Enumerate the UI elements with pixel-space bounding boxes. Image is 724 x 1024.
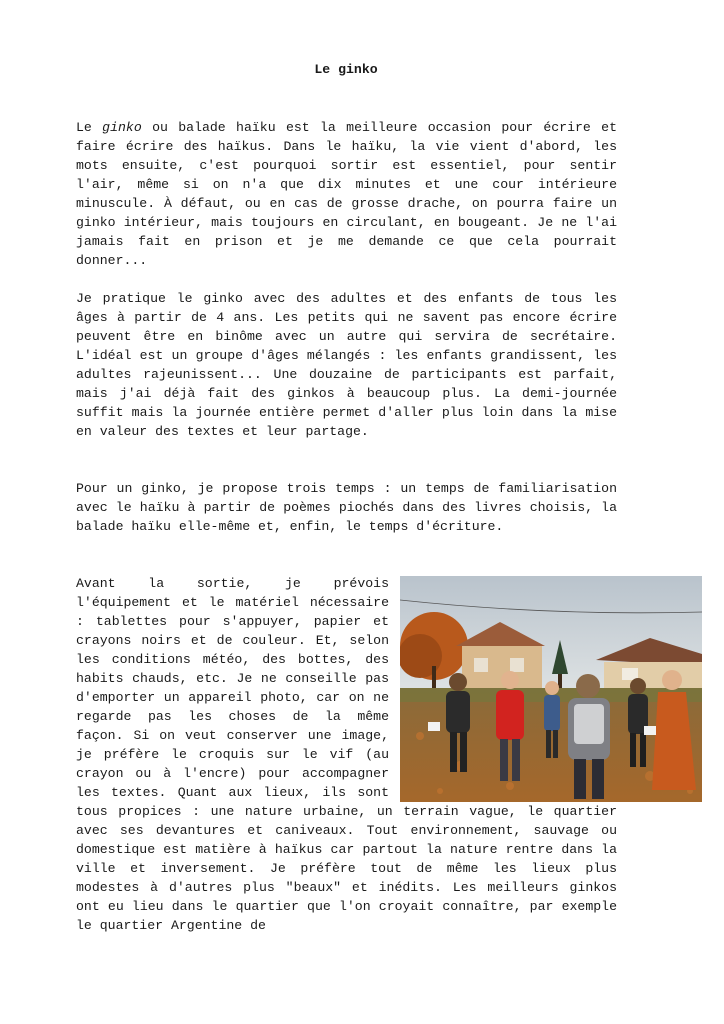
paragraph-three-stages — [76, 479, 617, 536]
document-title: Le ginko — [314, 62, 378, 77]
photo-illustration — [400, 576, 702, 802]
paragraph-three-stages-text: Pour un ginko, je propose trois temps : un temps de familiarisation avec le haïku à partir de poèmes piochés dans des livres choisis, la balade haïku elle-même et, enfin, le temps d'écriture. — [76, 481, 617, 534]
paragraph-practice — [76, 289, 617, 441]
paragraph-intro — [76, 118, 617, 270]
ginko-group-photo — [400, 576, 702, 802]
paragraph-practice-text: Je pratique le ginko avec des adultes et des enfants de tous les âges à partir de 4 ans. Les petits qui ne savent pas encore écrire peuvent être en binôme avec un autre qui servira de secrétaire. L'idéal est un groupe d'âges mélangés : les enfants grandissent, les adultes rajeunissent... Une douzaine de participants est parfait, mais j'ai déjà fait des ginkos à beaucoup plus. La demi-journée suffit mais la journée entière permet d'aller plus loin dans la mise en valeur des textes et leur partage. — [76, 291, 617, 439]
ginko-term: ginko — [102, 120, 142, 135]
paragraph-intro-rest: ou balade haïku est la meilleure occasion pour écrire et faire écrire des haïkus. Dans le haïku, la vie vient d'abord, les mots ensuite, c'est pourquoi sortir est essentiel, pour sentir l'air, même si on n'a que dix minutes et une cour intérieure minuscule. À défaut, ou en cas de grosse drache, on pourra faire un ginko intérieur, mais toujours en circulant, en bougeant. Je ne l'ai jamais fait en prison et je me demande ce que cela pourrait donner... — [76, 120, 617, 268]
paragraph-intro-start: Le — [76, 120, 103, 135]
paragraph-preparation-text: Avant la sortie, je prévois l'équipement et le matériel nécessaire : tablettes pour s'appuyer, papier et crayons noirs et de couleur. Et, selon les conditions météo, des bottes, des habits chauds, etc. Je ne conseille pas d'emporter un appareil photo, car on ne regarde pas les choses de la même façon. Si on veut conserver une image, je préfère le croquis sur le vif (au crayon ou à l'encre) pour accompagner les textes. Quant aux lieux, ils sont tous propices : une nature urbaine, un terrain vague, le quartier avec ses devantures et caniveaux. Tout environnement, sauvage ou domestique est matière à haïkus car partout la nature rentre dans la ville et inversement. Je préfère tout de même les lieux plus modestes à d'autres plus "beaux" et inédits. Les meilleurs ginkos ont eu lieu dans le quartier que l'on croyait connaître, par exemple le quartier Argentine de — [76, 576, 617, 933]
